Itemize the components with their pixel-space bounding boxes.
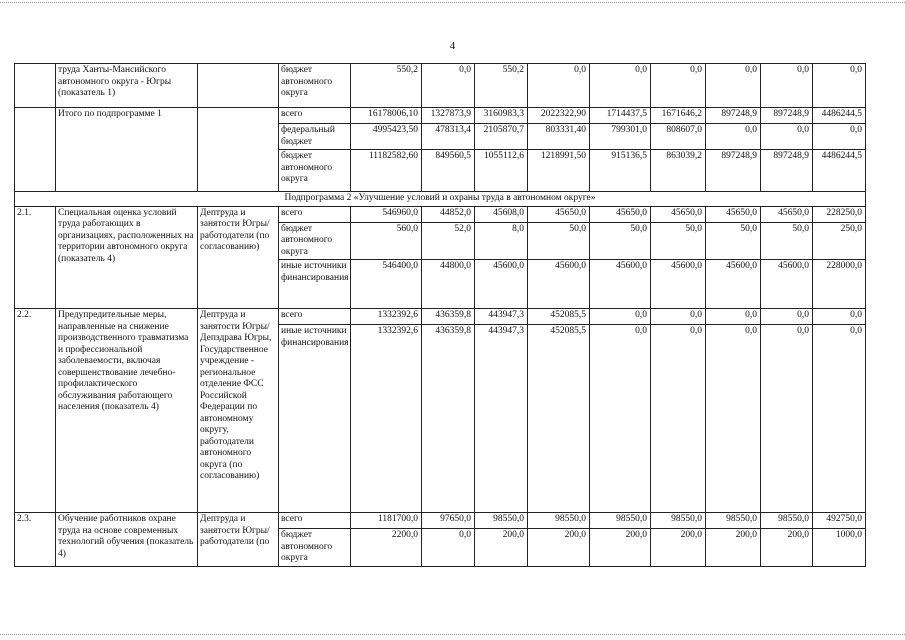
value-cell: 897248,9	[761, 150, 813, 192]
value-cell: 45600,0	[761, 260, 813, 309]
value-cell: 98550,0	[590, 513, 651, 529]
value-cell: 0,0	[761, 124, 813, 150]
value-cell: 50,0	[528, 222, 590, 260]
value-cell: 50,0	[590, 222, 651, 260]
funding-source-cell: всего	[279, 108, 351, 124]
value-cell: 0,0	[706, 124, 761, 150]
value-cell: 0,0	[813, 64, 866, 108]
funding-source-cell: бюджет автономного округа	[279, 222, 351, 260]
value-cell: 863039,2	[651, 150, 706, 192]
value-cell: 0,0	[590, 325, 651, 513]
page-top-edge	[0, 2, 905, 3]
value-cell: 98550,0	[528, 513, 590, 529]
value-cell: 45600,0	[590, 260, 651, 309]
page-bottom-edge	[0, 634, 905, 635]
value-cell: 200,0	[528, 529, 590, 567]
table-row	[15, 192, 866, 207]
value-cell: 0,0	[813, 124, 866, 150]
value-cell: 45608,0	[475, 206, 528, 222]
value-cell: 200,0	[475, 529, 528, 567]
page-number: 4	[449, 40, 456, 52]
value-cell: 0,0	[651, 325, 706, 513]
value-cell: 1327873,9	[422, 108, 475, 124]
value-cell: 45650,0	[706, 206, 761, 222]
value-cell: 436359,8	[422, 325, 475, 513]
value-cell: 2022322,90	[528, 108, 590, 124]
value-cell: 897248,9	[706, 108, 761, 124]
funding-source-cell: всего	[279, 513, 351, 529]
value-cell: 98550,0	[761, 513, 813, 529]
value-cell: 1332392,6	[351, 309, 422, 325]
value-cell: 228000,0	[813, 260, 866, 309]
value-cell: 50,0	[706, 222, 761, 260]
measure-name-cell: Итого по подпрограмме 1	[56, 108, 198, 192]
value-cell: 550,2	[351, 64, 422, 108]
row-number-cell	[15, 64, 56, 108]
value-cell: 98550,0	[475, 513, 528, 529]
value-cell: 0,0	[590, 309, 651, 325]
value-cell: 45600,0	[475, 260, 528, 309]
value-cell: 0,0	[590, 64, 651, 108]
value-cell: 443947,3	[475, 325, 528, 513]
value-cell: 799301,0	[590, 124, 651, 150]
row-number-cell: 2.2.	[15, 309, 56, 513]
value-cell: 443947,3	[475, 309, 528, 325]
value-cell: 4486244,5	[813, 150, 866, 192]
value-cell: 1218991,50	[528, 150, 590, 192]
value-cell: 45650,0	[590, 206, 651, 222]
value-cell: 0,0	[651, 64, 706, 108]
table-row	[15, 108, 866, 124]
value-cell: 44800,0	[422, 260, 475, 309]
measure-name-cell: Предупредительные меры, направленные на снижение производственного травматизма и профессиональной заболеваемости, включая совершенствование лечебно-профилактического обслуживания работающего населения (показатель 4)	[56, 309, 198, 513]
value-cell: 1671646,2	[651, 108, 706, 124]
value-cell: 550,2	[475, 64, 528, 108]
funding-source-cell: бюджет автономного округа	[279, 64, 351, 108]
value-cell: 1000,0	[813, 529, 866, 567]
value-cell: 228250,0	[813, 206, 866, 222]
value-cell: 45650,0	[761, 206, 813, 222]
value-cell: 45600,0	[651, 260, 706, 309]
value-cell: 0,0	[813, 309, 866, 325]
value-cell: 897248,9	[761, 108, 813, 124]
value-cell: 0,0	[813, 325, 866, 513]
funding-source-cell: федеральный бюджет	[279, 124, 351, 150]
value-cell: 200,0	[651, 529, 706, 567]
value-cell: 452085,5	[528, 309, 590, 325]
value-cell: 50,0	[651, 222, 706, 260]
value-cell: 546400,0	[351, 260, 422, 309]
value-cell: 50,0	[761, 222, 813, 260]
value-cell: 0,0	[761, 325, 813, 513]
executor-cell: Дептруда и занятости Югры/работодатели (по	[198, 513, 279, 567]
funding-source-cell: всего	[279, 206, 351, 222]
value-cell: 1181700,0	[351, 513, 422, 529]
value-cell: 45600,0	[706, 260, 761, 309]
value-cell: 0,0	[422, 64, 475, 108]
funding-source-cell: бюджет автономного округа	[279, 150, 351, 192]
budget-table	[14, 63, 866, 567]
executor-cell: Дептруда и занятости Югры/работодатели (по согласованию)	[198, 206, 279, 309]
value-cell: 11182582,60	[351, 150, 422, 192]
row-number-cell: 2.1.	[15, 206, 56, 309]
value-cell: 1055112,6	[475, 150, 528, 192]
value-cell: 560,0	[351, 222, 422, 260]
value-cell: 0,0	[422, 529, 475, 567]
subprogram-heading: Подпрограмма 2 «Улучшение условий и охраны труда в автономном округе»	[15, 192, 866, 207]
value-cell: 808607,0	[651, 124, 706, 150]
funding-source-cell: иные источники финансирования	[279, 260, 351, 309]
value-cell: 897248,9	[706, 150, 761, 192]
executor-cell: Дептруда и занятости Югры/Депздрава Югры, Государственное учреждение - региональное отделение ФСС Российской Федерации по автономному округу, работодатели автономного округа (по согласованию)	[198, 309, 279, 513]
value-cell: 803331,40	[528, 124, 590, 150]
funding-source-cell: бюджет автономного округа	[279, 529, 351, 567]
value-cell: 0,0	[706, 309, 761, 325]
value-cell: 45600,0	[528, 260, 590, 309]
value-cell: 200,0	[706, 529, 761, 567]
table-row	[15, 513, 866, 529]
value-cell: 436359,8	[422, 309, 475, 325]
value-cell: 492750,0	[813, 513, 866, 529]
value-cell: 4995423,50	[351, 124, 422, 150]
measure-name-cell: Специальная оценка условий труда работающих в организациях, расположенных на территории автономного округа (показатель 4)	[56, 206, 198, 309]
row-number-cell: 2.3.	[15, 513, 56, 567]
executor-cell	[198, 108, 279, 192]
funding-source-cell: иные источники финансирования	[279, 325, 351, 513]
value-cell: 478313,4	[422, 124, 475, 150]
value-cell: 16178006,10	[351, 108, 422, 124]
value-cell: 0,0	[706, 325, 761, 513]
value-cell: 250,0	[813, 222, 866, 260]
value-cell: 4486244,5	[813, 108, 866, 124]
measure-name-cell: Обучение работников охране труда на основе современных технологий обучения (показатель 4)	[56, 513, 198, 567]
value-cell: 97650,0	[422, 513, 475, 529]
table-row	[15, 64, 866, 108]
value-cell: 1714437,5	[590, 108, 651, 124]
value-cell: 2105870,7	[475, 124, 528, 150]
value-cell: 0,0	[651, 309, 706, 325]
value-cell: 44852,0	[422, 206, 475, 222]
value-cell: 0,0	[761, 64, 813, 108]
value-cell: 52,0	[422, 222, 475, 260]
value-cell: 0,0	[761, 309, 813, 325]
value-cell: 45650,0	[528, 206, 590, 222]
value-cell: 98550,0	[706, 513, 761, 529]
value-cell: 0,0	[528, 64, 590, 108]
value-cell: 45650,0	[651, 206, 706, 222]
measure-name-cell: труда Ханты-Мансийского автономного округа - Югры (показатель 1)	[56, 64, 198, 108]
value-cell: 2200,0	[351, 529, 422, 567]
value-cell: 849560,5	[422, 150, 475, 192]
value-cell: 200,0	[590, 529, 651, 567]
value-cell: 3160983,3	[475, 108, 528, 124]
value-cell: 452085,5	[528, 325, 590, 513]
table-row	[15, 206, 866, 222]
table-row	[15, 309, 866, 325]
row-number-cell	[15, 108, 56, 192]
executor-cell	[198, 64, 279, 108]
value-cell: 915136,5	[590, 150, 651, 192]
funding-source-cell: всего	[279, 309, 351, 325]
value-cell: 200,0	[761, 529, 813, 567]
value-cell: 8,0	[475, 222, 528, 260]
value-cell: 1332392,6	[351, 325, 422, 513]
value-cell: 0,0	[706, 64, 761, 108]
value-cell: 546960,0	[351, 206, 422, 222]
value-cell: 98550,0	[651, 513, 706, 529]
